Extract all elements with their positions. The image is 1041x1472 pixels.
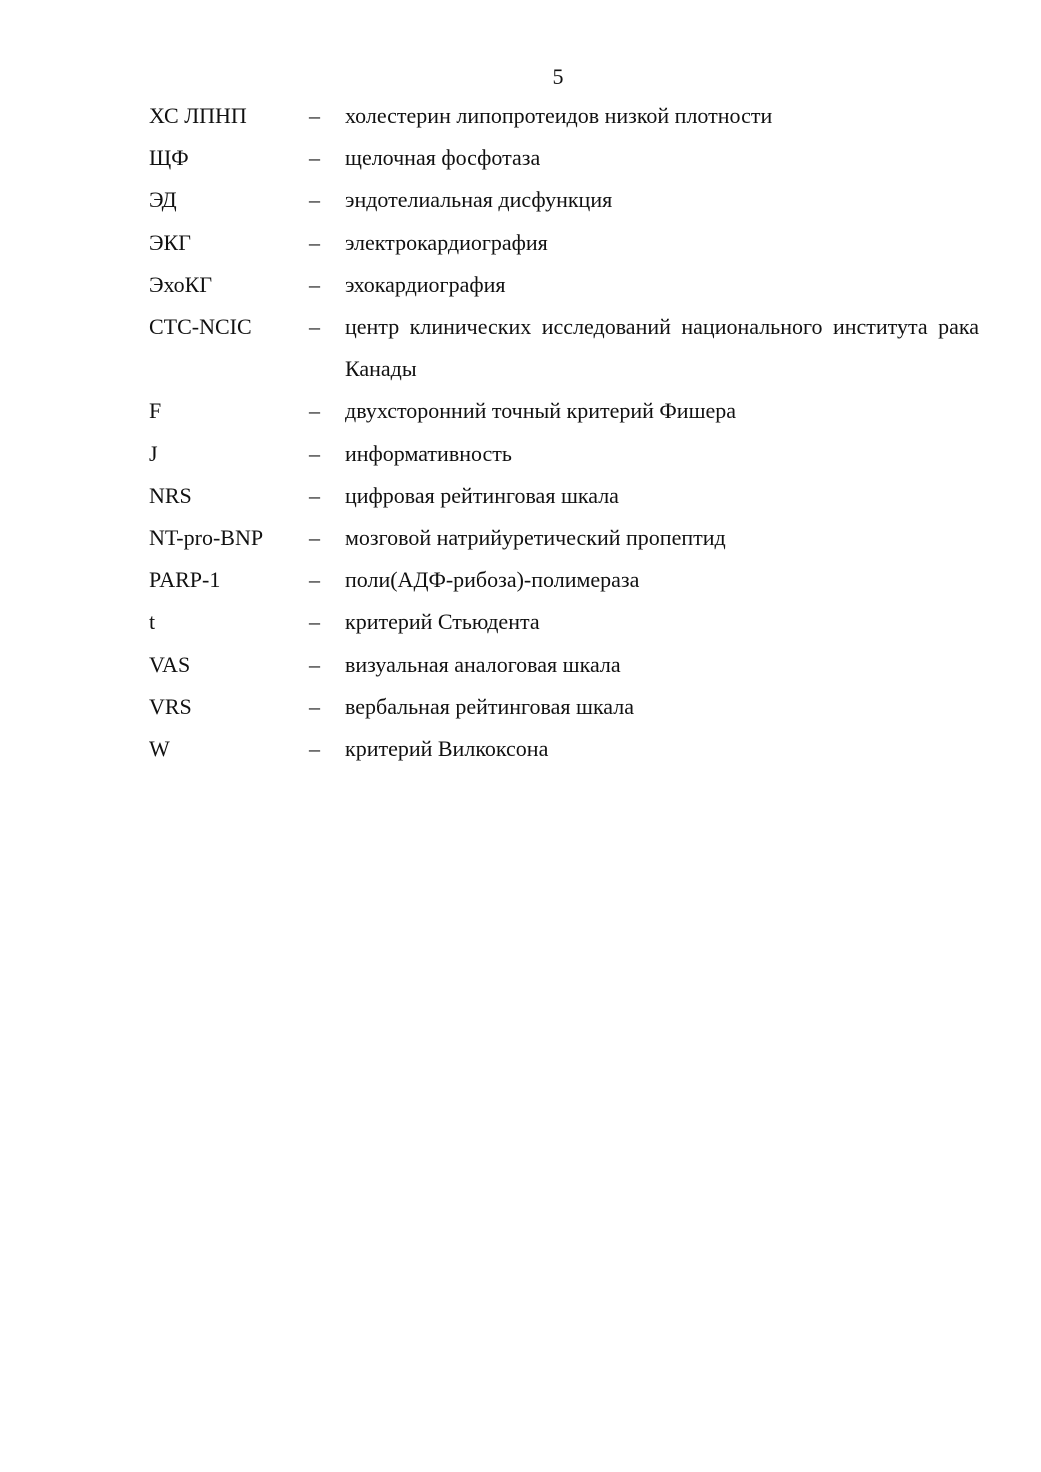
- abbreviation-definition: двухсторонний точный критерий Фишера: [345, 398, 737, 424]
- abbreviation-term: W: [149, 736, 170, 762]
- abbreviation-definition: вербальная рейтинговая шкала: [345, 693, 634, 719]
- abbreviation-term: ЩФ: [149, 145, 189, 171]
- abbreviation-term: PARP-1: [149, 567, 221, 593]
- abbreviation-definition: поли(АДФ-рибоза)-полимераза: [345, 567, 640, 593]
- abbreviation-term: VAS: [149, 651, 191, 677]
- abbreviation-row: [149, 475, 979, 517]
- abbreviation-dash: –: [309, 398, 320, 424]
- abbreviation-term: F: [149, 398, 162, 424]
- abbreviation-definition: информативность: [345, 440, 512, 466]
- abbreviation-dash: –: [309, 482, 320, 508]
- abbreviation-definition: критерий Вилкоксона: [345, 736, 549, 762]
- abbreviation-row: [149, 601, 979, 643]
- abbreviation-definition: холестерин липопротеидов низкой плотности: [345, 103, 773, 128]
- abbreviation-dash: –: [309, 103, 320, 128]
- abbreviation-definition: центр клинических исследований национального института рака Канады: [345, 314, 979, 382]
- abbreviation-row: [149, 390, 979, 432]
- abbreviation-term: NRS: [149, 482, 192, 508]
- abbreviation-term: VRS: [149, 693, 192, 719]
- abbreviation-row: [149, 559, 979, 601]
- abbreviation-dash: –: [309, 693, 320, 719]
- abbreviation-dash: –: [309, 145, 320, 171]
- abbreviation-row: [149, 264, 979, 306]
- page-number: 5: [552, 64, 564, 89]
- abbreviation-dash: –: [309, 229, 320, 255]
- abbreviation-definition: щелочная фосфотаза: [345, 145, 541, 171]
- abbreviation-dash: –: [309, 651, 320, 677]
- abbreviation-dash: –: [309, 440, 320, 466]
- abbreviation-dash: –: [309, 609, 320, 635]
- abbreviation-term: ЭКГ: [149, 229, 191, 255]
- abbreviation-term: t: [149, 609, 156, 635]
- abbreviation-definition: электрокардиография: [345, 229, 548, 255]
- abbreviation-term: ЭД: [149, 187, 177, 213]
- abbreviation-definition: визуальная аналоговая шкала: [345, 651, 621, 677]
- abbreviation-row: [149, 222, 979, 264]
- abbreviation-row: [149, 306, 979, 390]
- abbreviation-dash: –: [309, 736, 320, 762]
- abbreviation-row: [149, 686, 979, 728]
- abbreviation-row: [149, 517, 979, 559]
- abbreviation-dash: –: [309, 271, 320, 297]
- abbreviation-definition: эндотелиальная дисфункция: [345, 187, 613, 213]
- abbreviation-term: CTC-NCIC: [149, 314, 252, 340]
- abbreviation-row: [149, 179, 979, 221]
- abbreviation-term: ХС ЛПНП: [149, 103, 247, 128]
- abbreviation-row: [149, 95, 979, 137]
- abbreviation-definition: цифровая рейтинговая шкала: [345, 482, 619, 508]
- abbreviation-row: [149, 728, 979, 770]
- abbreviation-dash: –: [309, 525, 320, 551]
- abbreviation-row: [149, 137, 979, 179]
- abbreviation-row: [149, 433, 979, 475]
- abbreviation-dash: –: [309, 567, 320, 593]
- abbreviation-dash: –: [309, 314, 320, 340]
- abbreviation-row: [149, 644, 979, 686]
- abbreviation-term: J: [149, 440, 158, 466]
- abbreviation-definition: критерий Стьюдента: [345, 609, 540, 635]
- abbreviation-term: ЭхоКГ: [149, 271, 213, 297]
- abbreviation-term: NT-pro-BNP: [149, 525, 264, 551]
- abbreviation-definition: эхокардиография: [345, 271, 506, 297]
- abbreviation-definition: мозговой натрийуретический пропептид: [345, 525, 726, 551]
- abbreviation-list: [149, 95, 979, 770]
- abbreviation-dash: –: [309, 187, 320, 213]
